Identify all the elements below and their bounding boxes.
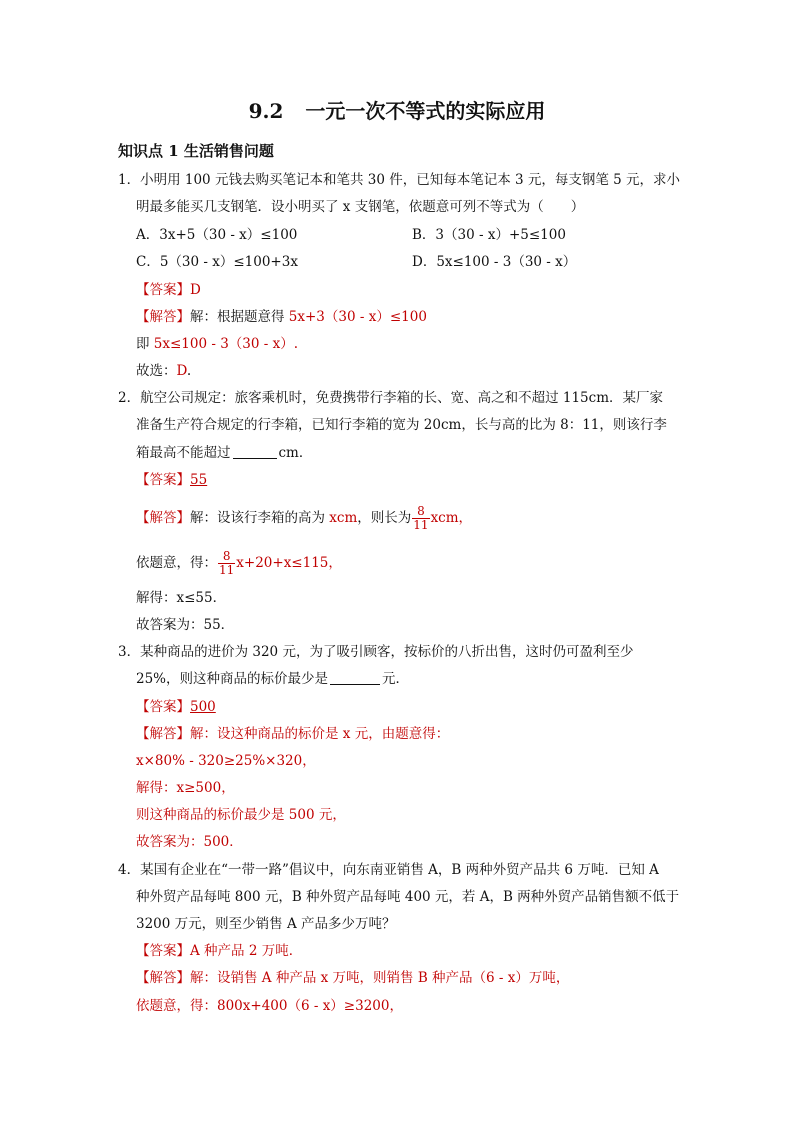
q3-line2: [136, 669, 409, 689]
q4-line3: 3200 万元，则至少销售 A 产品多少万吨？: [136, 916, 396, 932]
q2-line3: [136, 443, 312, 463]
q3-sol1: 解：设这种商品的标价是 x 元，由题意得：: [190, 726, 450, 742]
q2-solution-line2: [136, 550, 342, 577]
q1-line1: 1．小明用 100 元钱去购买笔记本和笔共 30 件，已知每本笔记本 3 元，每支钢笔 5 元，求小: [118, 172, 681, 188]
q1-solution-line1: [136, 307, 427, 327]
q2-answer-blank: [233, 444, 277, 459]
q1-answer: [136, 280, 201, 300]
q1-sol-prefix: 解：根据题意得: [190, 309, 289, 325]
q2-sol1-a: 解：设该行李箱的高为: [190, 510, 330, 526]
q3-solution-line5: 故答案为：500．: [136, 834, 243, 850]
answer-label: 【答案】: [136, 699, 190, 715]
q2-line3-suffix: cm．: [278, 445, 313, 461]
solution-label: 【解答】: [136, 309, 190, 325]
q2-sol2-b: x+20+x≤115，: [236, 555, 342, 571]
q1-option-a: A．3x+5（30 - x）≤100: [136, 227, 298, 243]
title-number: 9.2: [248, 99, 284, 123]
title-text: 一元一次不等式的实际应用: [305, 99, 546, 123]
q1-solution-line2: [136, 334, 298, 354]
q1-option-d: D．5x≤100 - 3（30 - x）: [412, 254, 577, 270]
fraction-denominator: 11: [413, 518, 429, 532]
q2-line1: 2．航空公司规定：旅客乘机时，免费携带行李箱的长、宽、高之和不超过 115cm．某厂家: [118, 390, 664, 406]
q2-fraction: [412, 505, 429, 532]
q2-solution-line4: 故答案为：55．: [136, 617, 235, 633]
q4-sol1: 解：设销售 A 种产品 x 万吨，则销售 B 种产品（6 - x）万吨，: [190, 970, 570, 986]
q3-answer: [136, 697, 216, 717]
q2-solution-line3: 解得：x≤55．: [136, 590, 227, 606]
q2-sol1-c: ，则长为: [357, 510, 412, 526]
q3-solution-line2: x×80% - 320≥25%×320，: [136, 753, 316, 769]
q4-solution-line2: 依题意，得：800x+400（6 - x）≥3200，: [136, 998, 403, 1014]
answer-label: 【答案】: [136, 943, 190, 959]
q2-solution-line1: [136, 505, 472, 532]
q2-fraction-2: [218, 550, 235, 577]
q3-line2-suffix: 元．: [382, 671, 410, 687]
q2-answer-value: 55: [190, 472, 208, 488]
q1-sol3-choice: D: [176, 363, 187, 379]
q1-option-b: B．3（30 - x）+5≤100: [412, 227, 566, 243]
q1-answer-value: D: [190, 282, 201, 298]
solution-label: 【解答】: [136, 726, 190, 742]
q4-line2: 种外贸产品每吨 800 元，B 种外贸产品每吨 400 元，若 A，B 两种外贸产品销售额不低于: [136, 889, 680, 905]
q2-sol2-a: 依题意，得：: [136, 555, 217, 571]
q2-sol1-d: xcm: [430, 510, 459, 526]
page-title: [0, 98, 794, 124]
q1-option-c: C．5（30 - x）≤100+3x: [136, 254, 298, 270]
q1-sol-eq1: 5x+3（30 - x）≤100: [288, 309, 427, 325]
solution-label: 【解答】: [136, 970, 190, 986]
q4-solution-line1: [136, 968, 569, 988]
q4-answer-value: A 种产品 2 万吨．: [190, 943, 303, 959]
q1-sol3-suffix: .: [186, 363, 192, 379]
q2-line3-prefix: 箱最高不能超过: [136, 445, 231, 461]
q1-solution-line3: [136, 361, 191, 381]
answer-label: 【答案】: [136, 472, 190, 488]
answer-label: 【答案】: [136, 282, 190, 298]
q2-sol1-e: ，: [458, 510, 473, 526]
q1-sol-eq2: 5x≤100 - 3（30 - x）.: [153, 336, 299, 352]
q3-answer-value: 500: [190, 699, 216, 715]
q3-solution-line1: [136, 724, 449, 744]
q2-line2: 准备生产符合规定的行李箱，已知行李箱的宽为 20cm，长与高的比为 8：11，则该行李: [136, 417, 667, 433]
fraction-denominator: 11: [219, 563, 235, 577]
q4-line1: 4．某国有企业在“一带一路”倡议中，向东南亚销售 A，B 两种外贸产品共 6 万吨．已知 A: [118, 862, 659, 878]
fraction-numerator: 8: [412, 505, 429, 519]
q4-answer: [136, 941, 302, 961]
fraction-numerator: 8: [218, 550, 235, 564]
q3-solution-line3: 解得：x≥500，: [136, 780, 235, 796]
q2-sol1-b: xcm: [329, 510, 358, 526]
q3-solution-line4: 则这种商品的标价最少是 500 元，: [136, 807, 346, 823]
q1-sol2-prefix: 即: [136, 336, 154, 352]
q1-sol3-prefix: 故选：: [136, 363, 177, 379]
section-heading: 知识点 1 生活销售问题: [118, 142, 274, 160]
q2-answer: [136, 470, 207, 490]
q3-line2-prefix: 25%，则这种商品的标价最少是: [136, 671, 329, 687]
q3-answer-blank: [330, 670, 380, 685]
q3-line1: 3．某种商品的进价为 320 元，为了吸引顾客，按标价的八折出售，这时仍可盈利至少: [118, 644, 634, 660]
solution-label: 【解答】: [136, 510, 190, 526]
q1-line2: 明最多能买几支钢笔．设小明买了 x 支钢笔，依题意可列不等式为（ ）: [136, 199, 585, 215]
